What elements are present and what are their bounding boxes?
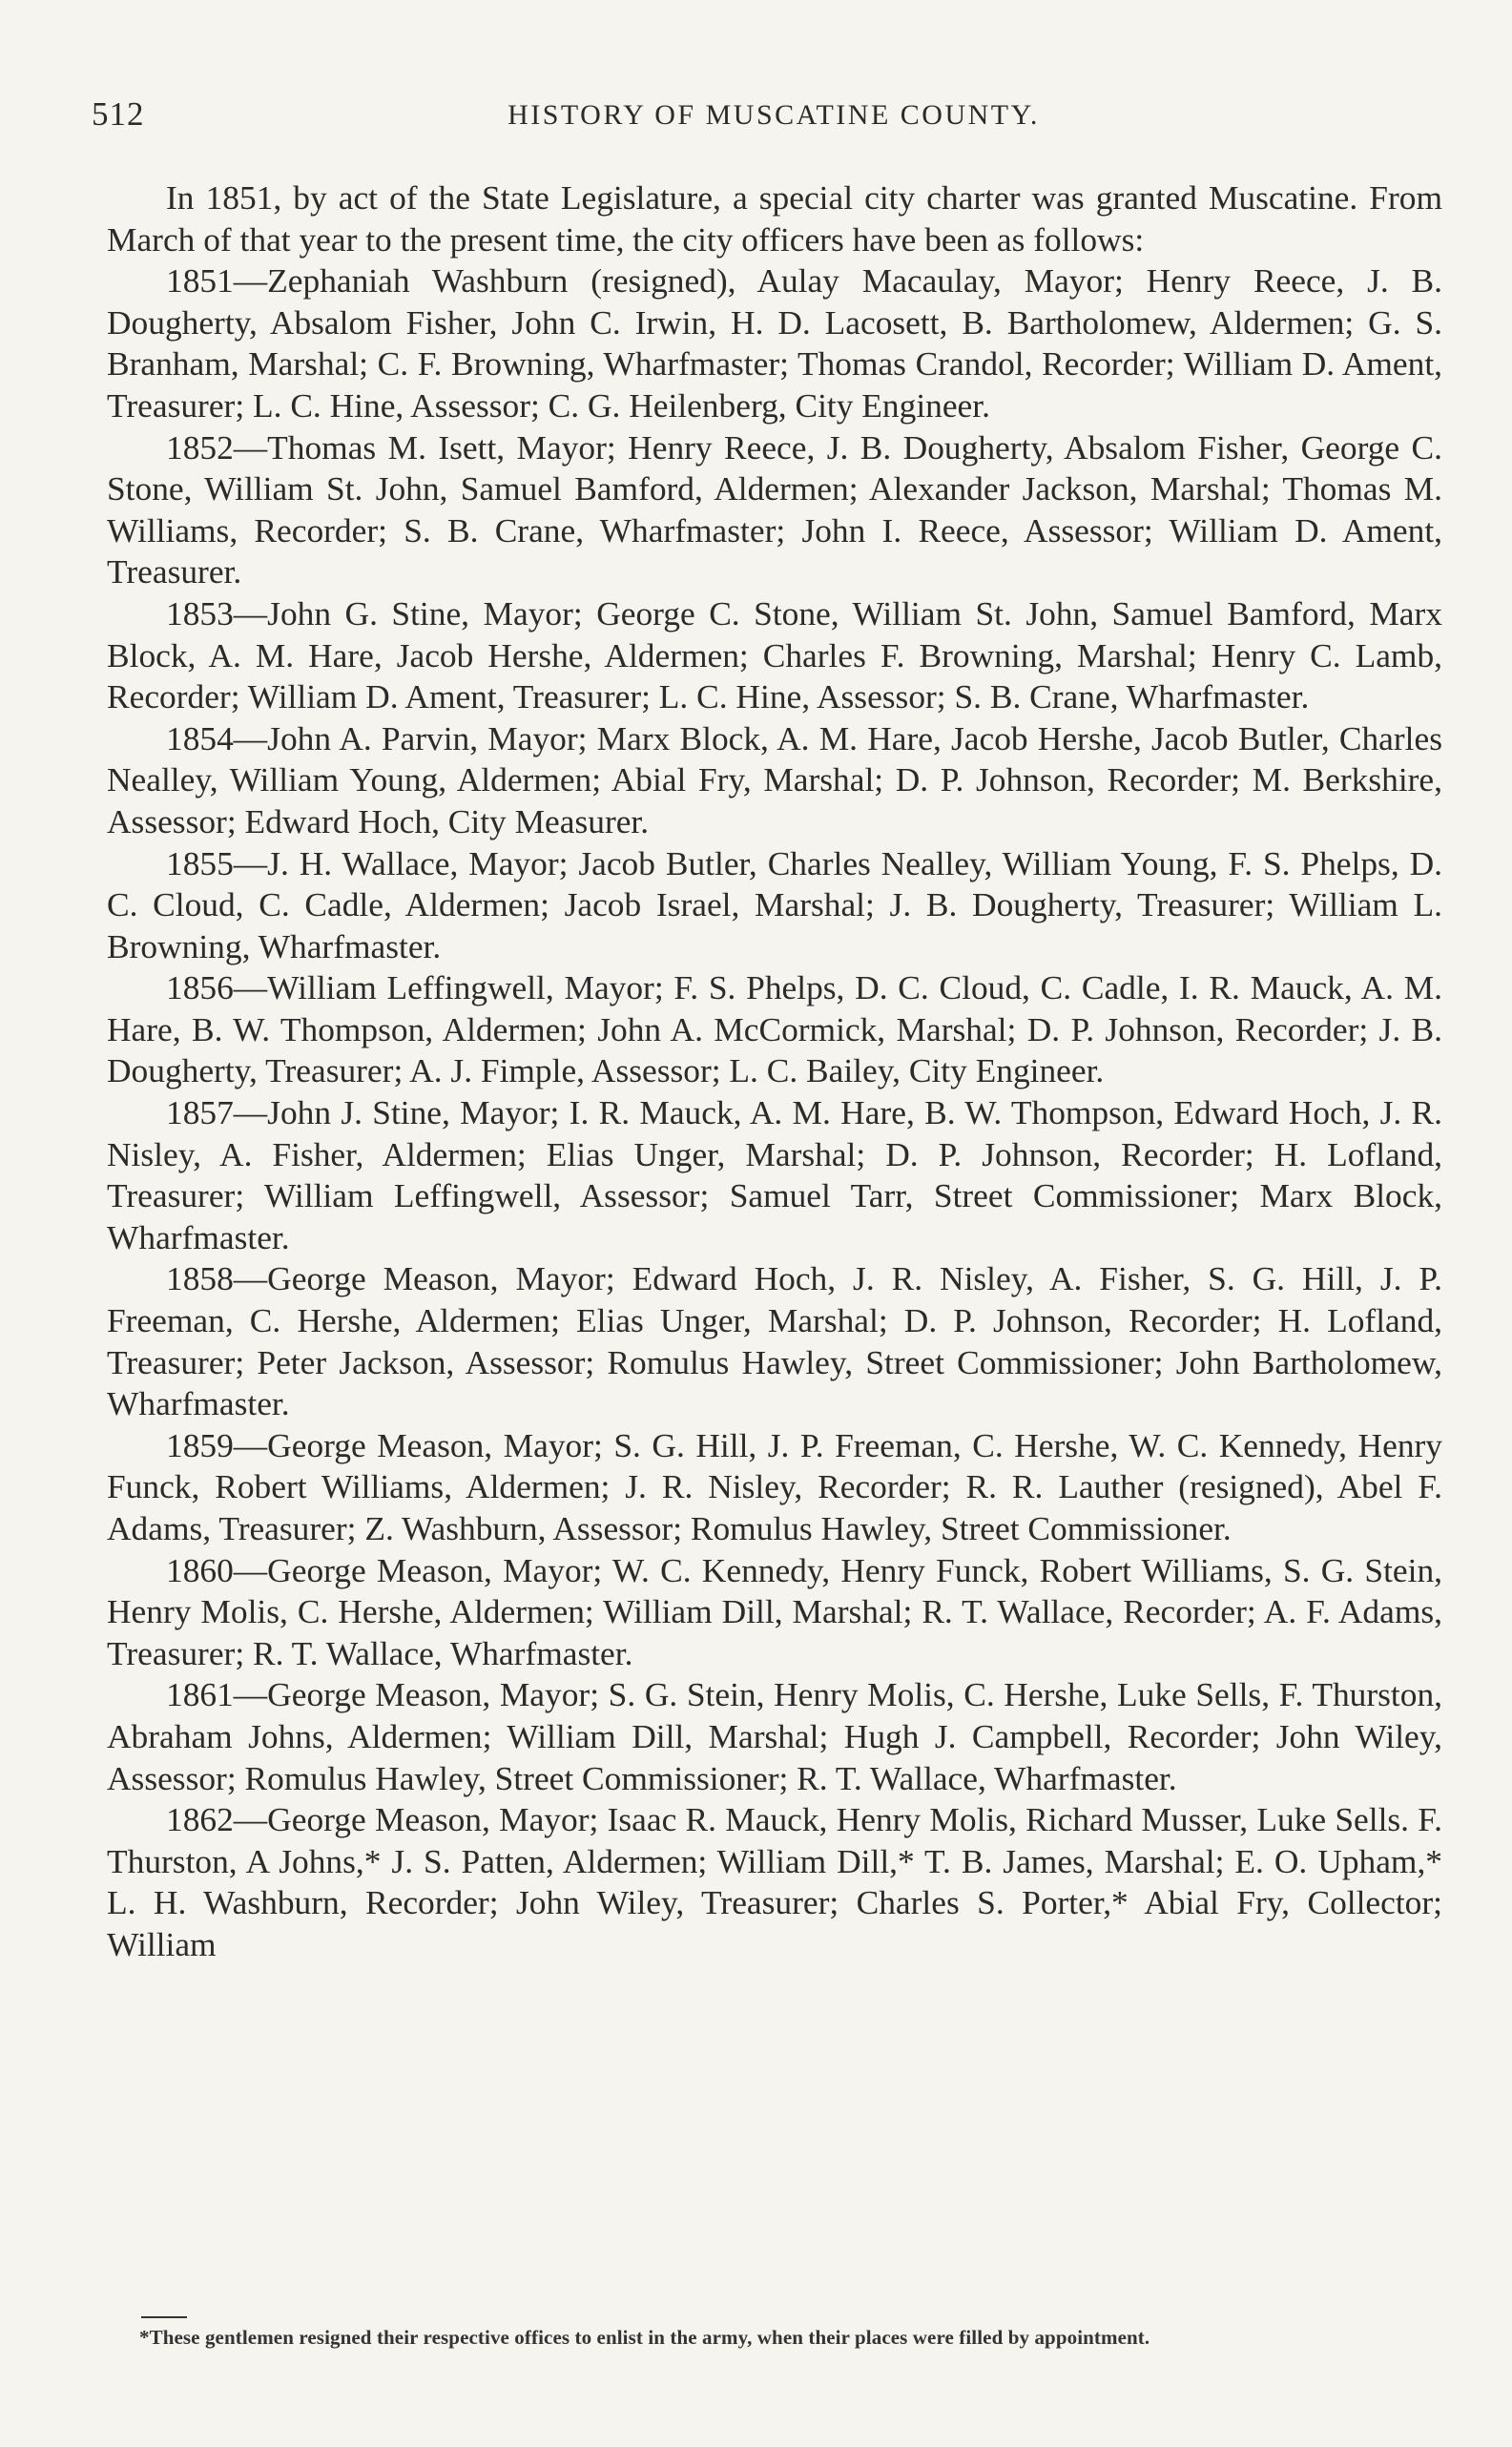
body-text — [107, 177, 1442, 1966]
entry-1854: 1854—John A. Parvin, Mayor; Marx Block, A. M. Hare, Jacob Hershe, Jacob Butler, Charles Nealley, William Young, Aldermen; Abial Fry, Marshal; D. P. Johnson, Recorder; M. Berkshire, Assessor; Edward Hoch, City Measurer. — [107, 718, 1442, 840]
footnote-rule — [141, 2316, 187, 2318]
entry-1861: 1861—George Meason, Mayor; S. G. Stein, Henry Molis, C. Hershe, Luke Sells, F. Thurston, Abraham Johns, Aldermen; William Dill, Marshal; Hugh J. Campbell, Recorder; John Wiley, Assessor; Romulus Hawley, Street Commissioner; R. T. Wallace, Wharfmaster. — [107, 1675, 1442, 1797]
running-head — [92, 95, 1456, 141]
entry-1857: 1857—John J. Stine, Mayor; I. R. Mauck, A. M. Hare, B. W. Thompson, Edward Hoch, J. R. Nisley, A. Fisher, Aldermen; Elias Unger, Marshal; D. P. Johnson, Recorder; H. Lofland, Treasurer; William Leffingwell, Assessor; Samuel Tarr, Street Commissioner; Marx Block, Wharfmaster. — [107, 1093, 1442, 1256]
footnote: *These gentlemen resigned their respective offices to enlist in the army, when their places were filled by appointment. — [139, 2326, 1150, 2349]
entry-1853: 1853—John G. Stine, Mayor; George C. Stone, William St. John, Samuel Bamford, Marx Block, A. M. Hare, Jacob Hershe, Aldermen; Charles F. Browning, Marshal; Henry C. Lamb, Recorder; William D. Ament, Treasurer; L. C. Hine, Assessor; S. B. Crane, Wharfmaster. — [107, 593, 1442, 716]
entry-1860: 1860—George Meason, Mayor; W. C. Kennedy, Henry Funck, Robert Williams, S. G. Stein, Henry Molis, C. Hershe, Aldermen; William Dill, Marshal; R. T. Wallace, Recorder; A. F. Adams, Treasurer; R. T. Wallace, Wharfmaster. — [107, 1550, 1442, 1672]
entry-1856: 1856—William Leffingwell, Mayor; F. S. Phelps, D. C. Cloud, C. Cadle, I. R. Mauck, A. M. Hare, B. W. Thompson, Aldermen; John A. McCormick, Marshal; D. P. Johnson, Recorder; J. B. Dougherty, Treasurer; A. J. Fimple, Assessor; L. C. Bailey, City Engineer. — [107, 968, 1442, 1090]
entry-1851: 1851—Zephaniah Washburn (resigned), Aulay Macaulay, Mayor; Henry Reece, J. B. Dougherty, Absalom Fisher, John C. Irwin, H. D. Lacosett, B. Bartholomew, Aldermen; G. S. Branham, Marshal; C. F. Browning, Wharfmaster; Thomas Crandol, Recorder; William D. Ament, Treasurer; L. C. Hine, Assessor; C. G. Heilenberg, City Engineer. — [107, 261, 1442, 425]
intro-paragraph: In 1851, by act of the State Legislature, a special city charter was granted Muscatine. From March of that year to the present time, the city officers have been as follows: — [107, 178, 1442, 259]
entry-1852: 1852—Thomas M. Isett, Mayor; Henry Reece, J. B. Dougherty, Absalom Fisher, George C. Stone, William St. John, Samuel Bamford, Aldermen; Alexander Jackson, Marshal; Thomas M. Williams, Recorder; S. B. Crane, Wharfmaster; John I. Reece, Assessor; William D. Ament, Treasurer. — [107, 427, 1442, 591]
entry-1862: 1862—George Meason, Mayor; Isaac R. Mauck, Henry Molis, Richard Musser, Luke Sells. F. Thurston, A Johns,* J. S. Patten, Aldermen; William Dill,* T. B. James, Marshal; E. O. Upham,* L. H. Washburn, Recorder; John Wiley, Treasurer; Charles S. Porter,* Abial Fry, Collector; William — [107, 1800, 1442, 1963]
running-title: HISTORY OF MUSCATINE COUNTY. — [507, 99, 1040, 131]
entry-1855: 1855—J. H. Wallace, Mayor; Jacob Butler, Charles Nealley, William Young, F. S. Phelps, D. C. Cloud, C. Cadle, Aldermen; Jacob Israel, Marshal; J. B. Dougherty, Treasurer; William L. Browning, Wharfmaster. — [107, 843, 1442, 965]
entry-1859: 1859—George Meason, Mayor; S. G. Hill, J. P. Freeman, C. Hershe, W. C. Kennedy, Henry Funck, Robert Williams, Aldermen; J. R. Nisley, Recorder; R. R. Lauther (resigned), Abel F. Adams, Treasurer; Z. Washburn, Assessor; Romulus Hawley, Street Commissioner. — [107, 1425, 1442, 1547]
page-number: 512 — [92, 95, 145, 133]
entry-1858: 1858—George Meason, Mayor; Edward Hoch, J. R. Nisley, A. Fisher, S. G. Hill, J. P. Freeman, C. Hershe, Aldermen; Elias Unger, Marshal; D. P. Johnson, Recorder; H. Lofland, Treasurer; Peter Jackson, Assessor; Romulus Hawley, Street Commissioner; John Bartholomew, Wharfmaster. — [107, 1259, 1442, 1423]
